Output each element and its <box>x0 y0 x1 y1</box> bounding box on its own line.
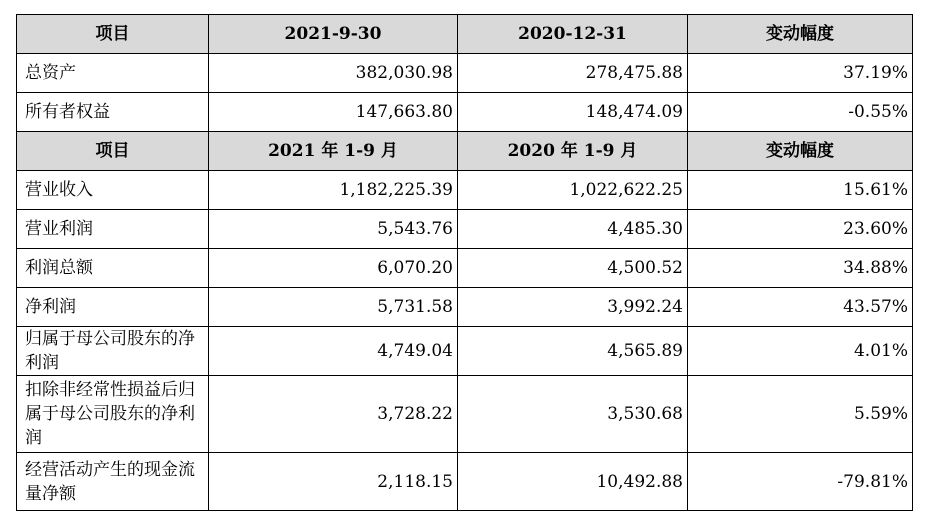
header-cell-period-current: 2021 年 1-9 月 <box>209 132 458 171</box>
value-change: 5.59% <box>688 376 913 453</box>
row-label: 归属于母公司股东的净利润 <box>17 327 209 376</box>
financial-summary-table <box>16 14 913 511</box>
value-change: 23.60% <box>688 210 913 249</box>
value-change: 37.19% <box>688 54 913 93</box>
table-row <box>17 376 913 453</box>
value-change: -79.81% <box>688 453 913 511</box>
header-cell-item: 项目 <box>17 15 209 54</box>
value-prior: 3,530.68 <box>458 376 688 453</box>
value-prior: 1,022,622.25 <box>458 171 688 210</box>
value-prior: 3,992.24 <box>458 288 688 327</box>
value-current: 3,728.22 <box>209 376 458 453</box>
header-cell-change: 变动幅度 <box>688 132 913 171</box>
value-current: 5,731.58 <box>209 288 458 327</box>
table-row <box>17 327 913 376</box>
table-row <box>17 453 913 511</box>
header-cell-change: 变动幅度 <box>688 15 913 54</box>
row-label: 经营活动产生的现金流量净额 <box>17 453 209 511</box>
header-row-balance <box>17 15 913 54</box>
value-change: 43.57% <box>688 288 913 327</box>
row-label: 净利润 <box>17 288 209 327</box>
table-row <box>17 249 913 288</box>
table-row <box>17 288 913 327</box>
value-current: 382,030.98 <box>209 54 458 93</box>
value-prior: 148,474.09 <box>458 93 688 132</box>
header-row-income <box>17 132 913 171</box>
header-cell-item: 项目 <box>17 132 209 171</box>
header-cell-period-prior: 2020-12-31 <box>458 15 688 54</box>
row-label: 利润总额 <box>17 249 209 288</box>
table-row <box>17 210 913 249</box>
value-prior: 4,565.89 <box>458 327 688 376</box>
row-label: 营业利润 <box>17 210 209 249</box>
table-row <box>17 93 913 132</box>
table-row <box>17 54 913 93</box>
value-prior: 10,492.88 <box>458 453 688 511</box>
value-prior: 4,500.52 <box>458 249 688 288</box>
row-label: 总资产 <box>17 54 209 93</box>
header-cell-period-current: 2021-9-30 <box>209 15 458 54</box>
value-current: 1,182,225.39 <box>209 171 458 210</box>
value-prior: 278,475.88 <box>458 54 688 93</box>
value-current: 6,070.20 <box>209 249 458 288</box>
value-current: 2,118.15 <box>209 453 458 511</box>
value-change: 4.01% <box>688 327 913 376</box>
value-current: 4,749.04 <box>209 327 458 376</box>
value-prior: 4,485.30 <box>458 210 688 249</box>
value-change: -0.55% <box>688 93 913 132</box>
value-current: 147,663.80 <box>209 93 458 132</box>
row-label: 营业收入 <box>17 171 209 210</box>
header-cell-period-prior: 2020 年 1-9 月 <box>458 132 688 171</box>
row-label: 所有者权益 <box>17 93 209 132</box>
value-current: 5,543.76 <box>209 210 458 249</box>
value-change: 15.61% <box>688 171 913 210</box>
row-label: 扣除非经常性损益后归属于母公司股东的净利润 <box>17 376 209 453</box>
table-row <box>17 171 913 210</box>
value-change: 34.88% <box>688 249 913 288</box>
